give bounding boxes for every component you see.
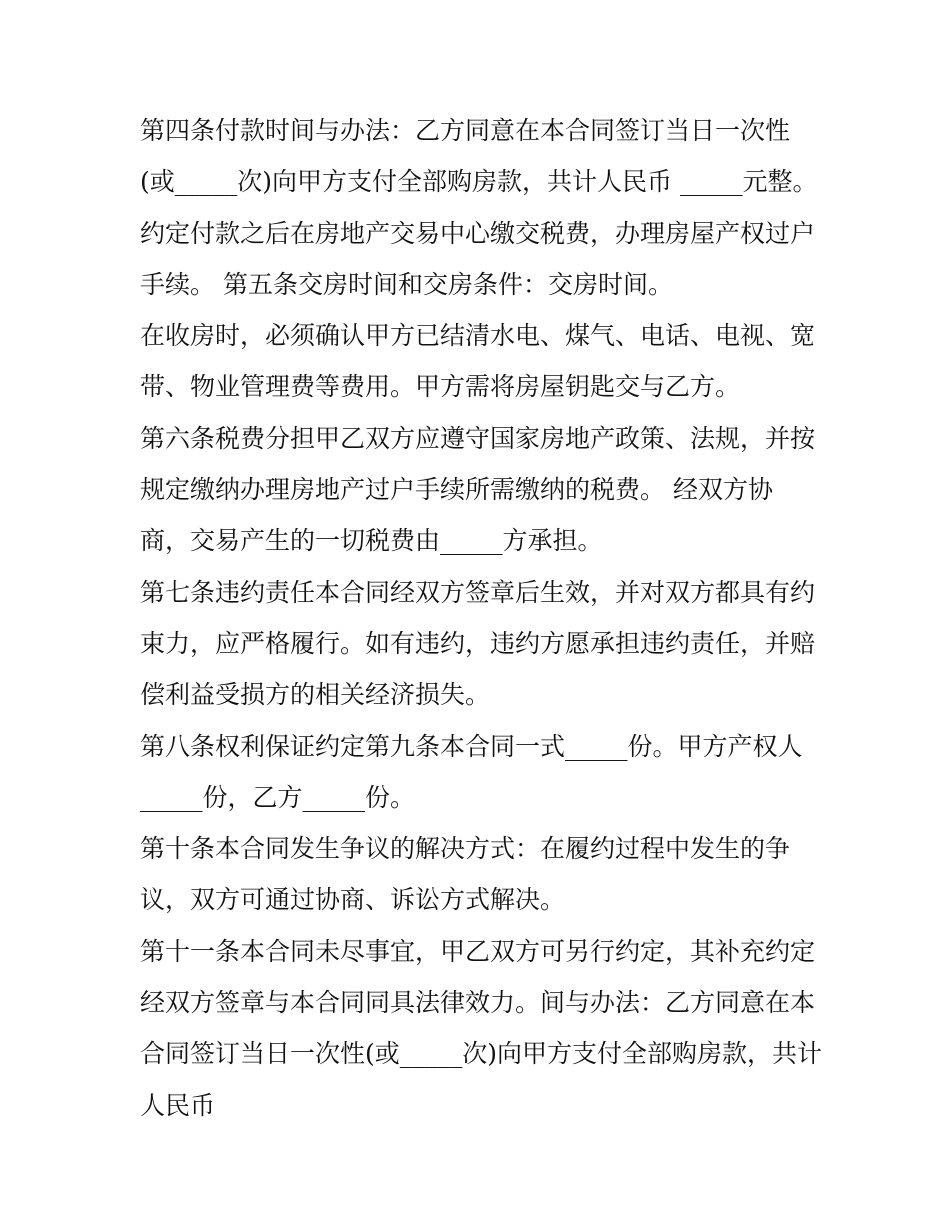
text-line: 商，交易产生的一切税费由_____方承担。 (140, 526, 603, 556)
text-line: 经双方签章与本合同同具法律效力。间与办法：乙方同意在本 (140, 988, 816, 1018)
text-line: 手续。 第五条交房时间和交房条件：交房时间。 (140, 269, 673, 299)
text-line: (或_____次)向甲方支付全部购房款，共计人民币 _____元整。 (140, 167, 818, 197)
text-line: 规定缴纳办理房地产过户手续所需缴纳的税费。 经双方协 (140, 475, 773, 505)
text-line: 第七条违约责任本合同经双方签章后生效，并对双方都具有约 (140, 577, 816, 607)
text-line: 带、物业管理费等费用。甲方需将房屋钥匙交与乙方。 (140, 372, 741, 402)
text-line: 第十条本合同发生争议的解决方式：在履约过程中发生的争 (140, 834, 791, 864)
contract-text (140, 105, 840, 1131)
text-line: 束力，应严格履行。如有违约，违约方愿承担违约责任，并赔 (140, 628, 816, 658)
text-line: 在收房时，必须确认甲方已结清水电、煤气、电话、电视、宽 (140, 321, 816, 351)
text-line: 第四条付款时间与办法：乙方同意在本合同签订当日一次性 (140, 116, 791, 145)
text-line: 合同签订当日一次性(或_____次)向甲方支付全部购房款，共计 (140, 1039, 823, 1069)
text-line: 第六条税费分担甲乙双方应遵守国家房地产政策、法规，并按 (140, 423, 816, 453)
text-line: 议，双方可通过协商、诉讼方式解决。 (140, 885, 566, 915)
text-line: 人民币 (140, 1090, 216, 1120)
text-line: 约定付款之后在房地产交易中心缴交税费，办理房屋产权过户 (140, 218, 816, 248)
text-line: 第十一条本合同未尽事宜，甲乙双方可另行约定，其补充约定 (140, 936, 816, 966)
text-line: 第八条权利保证约定第九条本合同一式_____份。甲方产权人 (140, 731, 803, 761)
text-line: 偿利益受损方的相关经济损失。 (140, 680, 491, 710)
text-line: _____份，乙方_____份。 (140, 782, 416, 812)
